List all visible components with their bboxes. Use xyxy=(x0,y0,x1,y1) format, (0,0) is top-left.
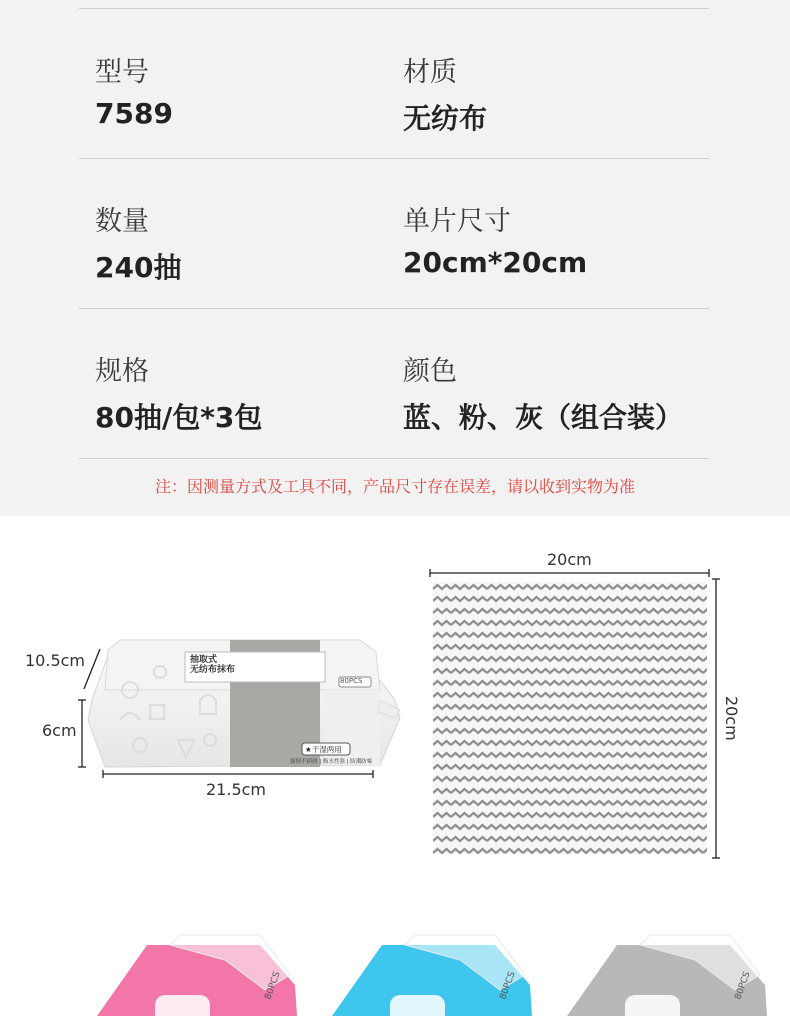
spec-label-model: 型号 xyxy=(95,57,149,88)
variant-package-blue xyxy=(332,935,532,1016)
disclaimer-note: 注：因测量方式及工具不同，产品尺寸存在误差，请以收到实物为准 xyxy=(154,477,635,496)
package-title-line1: 抽取式 xyxy=(190,655,218,665)
variant-badge: 80PCS xyxy=(498,970,518,1002)
package-badge: 80PCS xyxy=(340,677,363,685)
spec-label-quantity: 数量 xyxy=(95,206,149,237)
package-tag: ★干湿两用 xyxy=(305,745,342,754)
variant-package-gray xyxy=(567,935,767,1016)
variant-badge: 80PCS xyxy=(263,970,283,1002)
spec-value-size: 20cm*20cm xyxy=(403,246,588,279)
variant-package-pink xyxy=(97,935,297,1016)
spec-label-material: 材质 xyxy=(403,57,457,88)
spec-label-color: 颜色 xyxy=(403,356,457,387)
spec-value-material: 无纺布 xyxy=(403,102,488,135)
spec-label-size: 单片尺寸 xyxy=(403,206,511,237)
spec-value-model: 7589 xyxy=(95,97,173,130)
spec-value-spec: 80抽/包*3包 xyxy=(95,401,263,434)
package-dim-top: 10.5cm xyxy=(25,651,86,670)
package-footer: 强韧不掉屑 | 吸水性强 | 防潮防霉 xyxy=(290,759,373,765)
cloth-dim-height: 20cm xyxy=(722,696,741,741)
package-title-line2: 无纺布抹布 xyxy=(190,665,236,675)
cloth-dim-width: 20cm xyxy=(547,550,592,569)
variant-badge: 80PCS xyxy=(733,970,753,1002)
package-dim-width: 21.5cm xyxy=(206,780,267,799)
spec-value-color: 蓝、粉、灰（组合装） xyxy=(403,401,684,434)
spec-value-quantity: 240抽 xyxy=(95,251,182,284)
package-dim-side: 6cm xyxy=(42,721,77,740)
spec-label-spec: 规格 xyxy=(95,356,149,387)
